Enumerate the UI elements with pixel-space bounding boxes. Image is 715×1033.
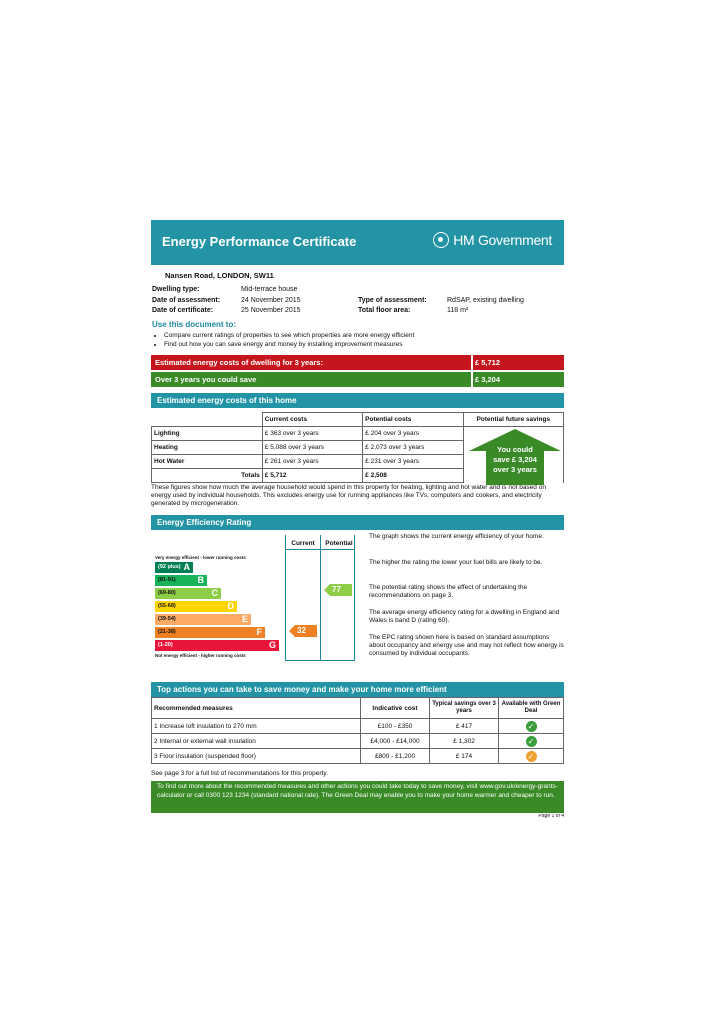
use-bullet: • Compare current ratings of properties to see which properties are more energy efficient xyxy=(164,331,414,340)
row-potential: £ 2,073 over 3 years xyxy=(363,441,463,455)
eer-band-letter: A xyxy=(183,562,190,572)
eer-band-range: (39-54) xyxy=(158,616,176,622)
arrow-line-3: over 3 years xyxy=(493,465,537,474)
total-potential: £ 2,508 xyxy=(363,469,463,483)
eer-chart xyxy=(151,535,356,661)
eer-band-range: (92 plus) xyxy=(158,564,181,570)
use-heading: Use this document to: xyxy=(152,320,237,329)
row-name: Lighting xyxy=(152,427,263,441)
eer-band-letter: G xyxy=(268,640,276,650)
epc-document xyxy=(151,220,564,820)
measure-cost: £100 - £350 xyxy=(361,719,430,734)
certificate-date-value: 25 November 2015 xyxy=(241,307,301,314)
certificate-date-label: Date of certificate: xyxy=(152,307,214,314)
floor-area-value: 118 m² xyxy=(447,307,469,314)
col-indicative-cost: Indicative cost xyxy=(361,698,430,719)
eer-col-current: Current xyxy=(291,540,315,547)
eer-band-range: (81-91) xyxy=(158,577,176,583)
assessment-type-value: RdSAP, existing dwelling xyxy=(447,297,524,304)
eer-band-range: (21-38) xyxy=(158,629,176,635)
col-typical-savings: Typical savings over 3 years xyxy=(430,698,499,719)
totals-label: Totals xyxy=(152,469,263,483)
costs-heading: Estimated energy costs of this home xyxy=(151,393,564,408)
use-bullet: • Find out how you can save energy and money by installing improvement measures xyxy=(164,340,414,349)
row-potential: £ 231 over 3 years xyxy=(363,455,463,469)
eer-band-e xyxy=(155,614,251,625)
eer-top-note: Very energy efficient - lower running costs xyxy=(155,555,246,560)
potential-rating-pointer: 77 xyxy=(324,584,352,596)
col-current-costs: Current costs xyxy=(262,413,362,427)
eer-band-letter: B xyxy=(197,575,204,585)
measure-savings: £ 174 xyxy=(430,749,499,764)
savings-arrow xyxy=(469,429,561,485)
savings-label: Over 3 years you could save xyxy=(155,375,257,384)
eer-band-range: (55-68) xyxy=(158,603,176,609)
eer-band-range: (1-20) xyxy=(158,642,173,648)
eer-band-a xyxy=(155,562,193,573)
table-row xyxy=(152,749,564,764)
property-address: Nansen Road, LONDON, SW11 xyxy=(165,271,274,280)
eer-band-f xyxy=(155,627,265,638)
eer-band-letter: C xyxy=(211,588,218,598)
row-potential: £ 204 over 3 years xyxy=(363,427,463,441)
assessment-type-label: Type of assessment: xyxy=(358,297,427,304)
page-number: Page 1 of 4 xyxy=(538,814,564,819)
actions-heading: Top actions you can take to save money and make your home more efficient xyxy=(151,682,564,698)
col-green-deal: Available with Green Deal xyxy=(499,698,564,719)
costs-note: These figures show how much the average household would spend in this property for heating, lighting and hot water and is not based on energy used by individual households. This excludes energy use for running appliances like TVs, computers and cookers, and electricity generated by microgeneration. xyxy=(151,484,546,507)
eer-para: The average energy efficiency rating for a dwelling in England and Wales is band D (rating 60). xyxy=(369,609,560,624)
table-row xyxy=(152,734,564,749)
check-icon: ✓ xyxy=(526,751,537,762)
actions-table xyxy=(151,697,564,764)
footer-text: To find out more about the recommended measures and other actions you could take today to save money, visit www.gov.uk/energy-grants-calculator or call 0300 123 1234 (standard national rate). The Green Deal may enable you to make your home warmer and cheaper to run. xyxy=(157,783,558,799)
savings-value: £ 3,204 xyxy=(475,375,501,384)
estimated-cost-label: Estimated energy costs of dwelling for 3 years: xyxy=(155,358,323,367)
eer-para: The potential rating shows the effect of undertaking the recommendations on page 3. xyxy=(369,584,528,599)
eer-bottom-note: Not energy efficient - higher running costs xyxy=(155,653,246,658)
savings-bar xyxy=(151,372,564,387)
assessment-date-value: 24 November 2015 xyxy=(241,297,301,304)
hm-government-text: HM Government xyxy=(453,232,552,248)
eer-band-letter: F xyxy=(256,627,262,637)
current-rating-pointer: 32 xyxy=(289,625,317,637)
crest-icon xyxy=(433,232,449,248)
measure-cost: £800 - £1,200 xyxy=(361,749,430,764)
col-potential-savings: Potential future savings xyxy=(463,413,563,427)
eer-para: The EPC rating shown here is based on standard assumptions about occupancy and energy use and may not reflect how energy is consumed by individual occupants. xyxy=(369,634,564,657)
eer-heading: Energy Efficiency Rating xyxy=(151,515,564,530)
eer-band-letter: D xyxy=(227,601,234,611)
assessment-date-label: Date of assessment: xyxy=(152,297,221,304)
row-current: £ 5,088 over 3 years xyxy=(262,441,362,455)
row-current: £ 261 over 3 years xyxy=(262,455,362,469)
eer-para: The higher the rating the lower your fuel bills are likely to be. xyxy=(369,559,543,566)
estimated-cost-value: £ 5,712 xyxy=(475,358,501,367)
eer-band-letter: E xyxy=(241,614,248,624)
eer-band-d xyxy=(155,601,237,612)
estimated-cost-bar xyxy=(151,355,564,370)
dwelling-type-value: Mid-terrace house xyxy=(241,286,298,293)
header-banner xyxy=(151,220,564,265)
hm-government-logo xyxy=(433,232,552,248)
use-bullets xyxy=(152,331,414,349)
measure-savings: £ 417 xyxy=(430,719,499,734)
row-name: Heating xyxy=(152,441,263,455)
check-icon: ✓ xyxy=(526,721,537,732)
dwelling-type-label: Dwelling type: xyxy=(152,286,200,293)
floor-area-label: Total floor area: xyxy=(358,307,411,314)
eer-band-b xyxy=(155,575,207,586)
arrow-line-2: save £ 3,204 xyxy=(493,455,537,464)
total-current: £ 5,712 xyxy=(262,469,362,483)
measure-name: 2 Internal or external wall insulation xyxy=(152,734,361,749)
measure-savings: £ 1,302 xyxy=(430,734,499,749)
row-current: £ 363 over 3 years xyxy=(262,427,362,441)
eer-band-c xyxy=(155,588,221,599)
eer-col-potential: Potential xyxy=(325,540,353,547)
footer-green-box xyxy=(151,781,564,813)
eer-band-range: (69-80) xyxy=(158,590,176,596)
row-name: Hot Water xyxy=(152,455,263,469)
measure-cost: £4,000 - £14,000 xyxy=(361,734,430,749)
measure-name: 1 Increase loft insulation to 270 mm xyxy=(152,719,361,734)
see-page-note: See page 3 for a full list of recommendations for this property. xyxy=(151,770,328,777)
eer-para: The graph shows the current energy efficiency of your home. xyxy=(369,533,544,540)
check-icon: ✓ xyxy=(526,736,537,747)
col-measures: Recommended measures xyxy=(152,698,361,719)
eer-band-g xyxy=(155,640,279,651)
col-potential-costs: Potential costs xyxy=(363,413,463,427)
arrow-line-1: You could xyxy=(497,445,533,454)
page-title: Energy Performance Certificate xyxy=(162,234,357,249)
measure-name: 3 Floor insulation (suspended floor) xyxy=(152,749,361,764)
table-row xyxy=(152,719,564,734)
